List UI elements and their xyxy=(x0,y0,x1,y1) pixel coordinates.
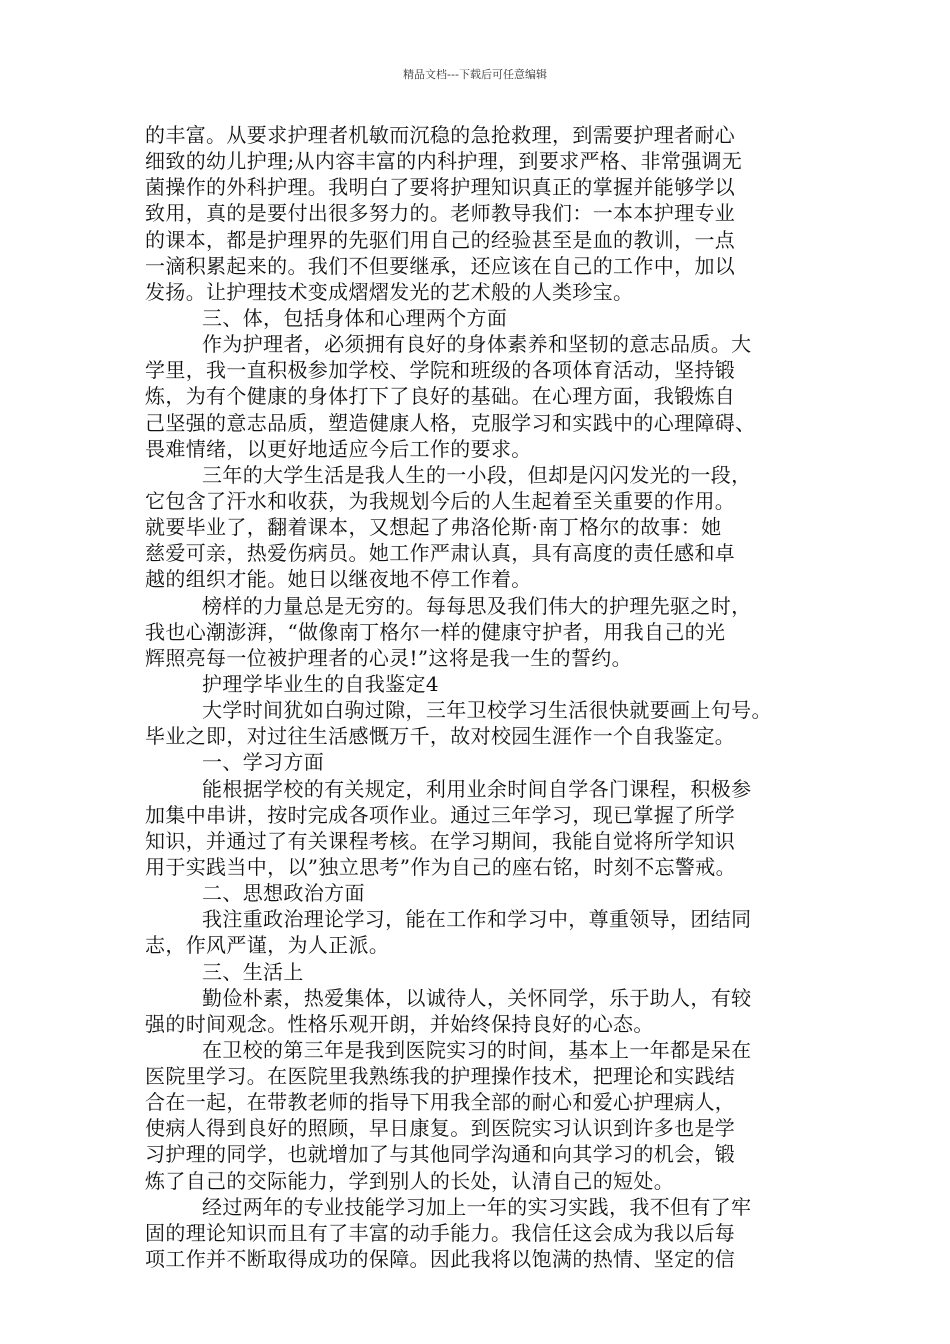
text-line: 致用，真的是要付出很多努力的。老师教导我们：一本本护理专业 xyxy=(145,201,736,226)
text-line: 我注重政治理论学习，能在工作和学习中，尊重领导，团结同 xyxy=(202,907,752,932)
text-line: 菌操作的外科护理。我明白了要将护理知识真正的掌握并能够学以 xyxy=(145,175,736,200)
text-line: 细致的幼儿护理;从内容丰富的内科护理，到要求严格、非常强调无 xyxy=(145,149,743,174)
text-line: 的丰富。从要求护理者机敏而沉稳的急抢救理，到需要护理者耐心 xyxy=(145,123,736,147)
text-line: 用于实践当中，以”独立思考”作为自己的座右铭，时刻不忘警戒。 xyxy=(145,854,736,879)
text-line: 加集中串讲，按时完成各项作业。通过三年学习，现已掌握了所学 xyxy=(145,802,736,827)
text-line: 的课本，都是护理界的先驱们用自己的经验甚至是血的教训，一点 xyxy=(145,227,736,252)
text-line: 固的理论知识而且有了丰富的动手能力。我信任这会成为我以后每 xyxy=(145,1220,736,1245)
text-line: 强的时间观念。性格乐观开朗，并始终保持良好的心态。 xyxy=(145,1011,654,1036)
text-line: 大学时间犹如白驹过隙，三年卫校学习生活很快就要画上句号。 xyxy=(202,698,772,723)
text-line: 学里，我一直积极参加学校、学院和班级的各项体育活动，坚持锻 xyxy=(145,358,736,383)
text-line: 合在一起，在带教老师的指导下用我全部的耐心和爱心护理病人， xyxy=(145,1090,736,1115)
text-line: 勤俭朴素，热爱集体，以诚待人，关怀同学，乐于助人，有较 xyxy=(202,985,752,1010)
text-line: 医院里学习。在医院里我熟练我的护理操作技术，把理论和实践结 xyxy=(145,1064,736,1089)
document-body xyxy=(145,122,827,1272)
text-line: 榜样的力量总是无穷的。每每思及我们伟大的护理先驱之时， xyxy=(202,593,752,618)
text-line: 慈爱可亲，热爱伤病员。她工作严肃认真，具有高度的责任感和卓 xyxy=(145,541,736,566)
text-line: 己坚强的意志品质，塑造健康人格，克服学习和实践中的心理障碍、 xyxy=(145,410,756,435)
text-line: 畏难情绪，以更好地适应今后工作的要求。 xyxy=(145,436,532,461)
text-line: 知识，并通过了有关课程考核。在学习期间，我能自觉将所学知识 xyxy=(145,828,736,853)
text-line: 一、学习方面 xyxy=(202,750,325,775)
text-line: 发扬。让护理技术变成熠熠发光的艺术般的人类珍宝。 xyxy=(145,279,634,304)
text-line: 二、思想政治方面 xyxy=(202,881,365,906)
text-line: 护理学毕业生的自我鉴定4 xyxy=(202,671,439,696)
text-line: 就要毕业了，翻着课本，又想起了弗洛伦斯·南丁格尔的故事：她 xyxy=(145,515,722,540)
text-line: 项工作并不断取得成功的保障。因此我将以饱满的热情、坚定的信 xyxy=(145,1247,736,1272)
page-header: 精品文档---下载后可任意编辑 xyxy=(403,68,547,81)
text-line: 一滴积累起来的。我们不但要继承，还应该在自己的工作中，加以 xyxy=(145,253,736,278)
text-line: 越的组织才能。她日以继夜地不停工作着。 xyxy=(145,567,532,592)
text-line: 使病人得到良好的照顾，早日康复。到医院实习认识到许多也是学 xyxy=(145,1116,736,1141)
text-line: 我也心潮澎湃，“做像南丁格尔一样的健康守护者，用我自己的光 xyxy=(145,619,726,644)
text-line: 志，作风严谨，为人正派。 xyxy=(145,933,390,958)
text-line: 在卫校的第三年是我到医院实习的时间，基本上一年都是呆在 xyxy=(202,1037,752,1062)
text-line: 经过两年的专业技能学习加上一年的实习实践，我不但有了牢 xyxy=(202,1194,752,1219)
text-line: 作为护理者，必须拥有良好的身体素养和坚韧的意志品质。大 xyxy=(202,332,752,357)
text-line: 能根据学校的有关规定，利用业余时间自学各门课程，积极参 xyxy=(202,776,752,801)
text-line: 三年的大学生活是我人生的一小段，但却是闪闪发光的一段， xyxy=(202,462,752,487)
text-line: 辉照亮每一位被护理者的心灵!”这将是我一生的誓约。 xyxy=(145,645,633,670)
text-line: 三、生活上 xyxy=(202,959,304,984)
text-line: 三、体，包括身体和心理两个方面 xyxy=(202,305,508,330)
text-line: 炼了自己的交际能力，学到别人的长处，认清自己的短处。 xyxy=(145,1168,675,1193)
text-line: 毕业之即，对过往生活感慨万千，故对校园生涯作一个自我鉴定。 xyxy=(145,724,736,749)
text-line: 它包含了汗水和收获，为我规划今后的人生起着至关重要的作用。 xyxy=(145,488,736,513)
text-line: 习护理的同学，也就增加了与其他同学沟通和向其学习的机会，锻 xyxy=(145,1142,736,1167)
text-line: 炼，为有个健康的身体打下了良好的基础。在心理方面，我锻炼自 xyxy=(145,384,736,409)
